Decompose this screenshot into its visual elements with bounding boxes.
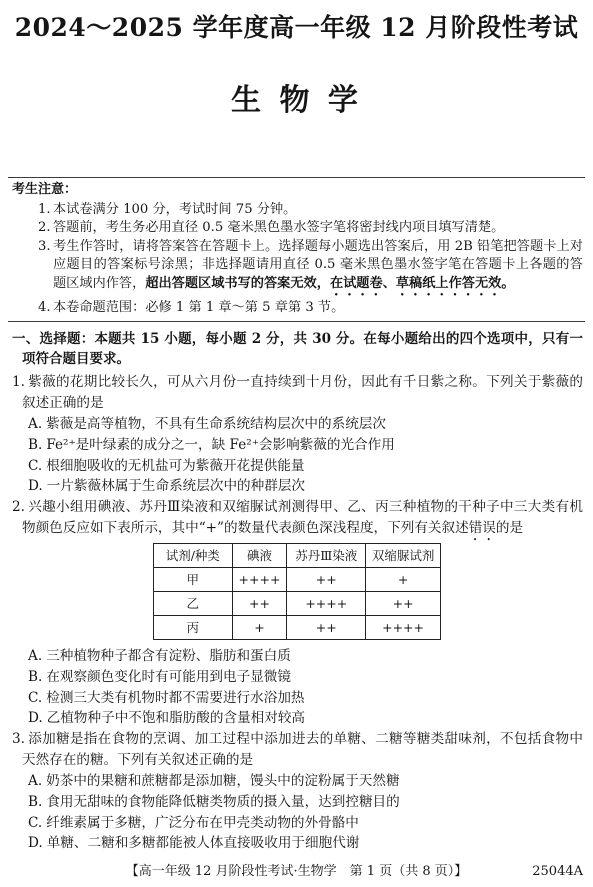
question-text: 添加糖是指在食物的烹调、加工过程中添加进去的单糖、二糖等糖类甜味剂，不包括食物中天然存在的糖。下列有关叙述正确的是 xyxy=(22,731,583,768)
notice-list xyxy=(38,201,583,317)
divider xyxy=(8,321,585,322)
notice-warning: 超出答题区域书写的答案无效， xyxy=(145,275,330,291)
option-a xyxy=(28,771,583,792)
option-b xyxy=(28,792,583,813)
option-text: 纤维素属于多糖，广泛分布在甲壳类动物的外骨骼中 xyxy=(46,814,359,831)
notice-item xyxy=(38,201,583,219)
table-cell: + xyxy=(366,568,441,592)
table-row xyxy=(154,616,441,640)
option-d xyxy=(28,476,583,497)
option-label: A. xyxy=(28,416,43,432)
table-cell: + xyxy=(232,616,287,640)
table-cell: 丙 xyxy=(154,616,233,640)
option-text: 单糖、二糖和多糖都能被人体直接吸收用于细胞代谢 xyxy=(46,835,360,852)
option-text: 紫薇是高等植物，不具有生命系统结构层次中的系统层次 xyxy=(46,416,386,432)
exam-title: 2024～2025 学年度高一年级 12 月阶段性考试 xyxy=(14,13,579,42)
option-text: Fe²⁺是叶绿素的成分之一，缺 Fe²⁺会影响紫薇的光合作用 xyxy=(46,436,395,453)
option-label: D. xyxy=(28,835,43,852)
option-text: 一片紫薇林属于生命系统层次中的种群层次 xyxy=(46,478,306,495)
table-cell: 乙 xyxy=(154,592,233,616)
notice-text: 考生作答时，请将答案答在答题卡上。选择题每小题选出答案后，用 2B 铅笔把答题卡上对应题目的答案标号涂黑；非选择题请用直径 0.5 毫米黑色墨水签字笔在答题卡上各题的答题区域内作答， xyxy=(53,238,583,291)
option-d xyxy=(28,708,583,729)
option-label: B. xyxy=(28,793,43,810)
table-row xyxy=(154,568,441,592)
table-header: 双缩脲试剂 xyxy=(366,544,441,568)
notice-number: 2. xyxy=(38,220,51,236)
option-text: 乙植物种子中不饱和脂肪酸的含量相对较高 xyxy=(46,710,306,727)
notice-item xyxy=(38,299,583,317)
option-c xyxy=(28,456,583,477)
option-text: 三种植物种子都含有淀粉、脂肪和蛋白质 xyxy=(46,648,291,664)
question-text: 紫薇的花期比较长久，可从六月份一直持续到十月份，因此有千日紫之称。下列关于紫薇的叙述正确的是 xyxy=(22,374,583,411)
option-label: D. xyxy=(28,478,43,495)
option-label: D. xyxy=(28,710,43,727)
option-text: 奶茶中的果糖和蔗糖都是添加糖，馒头中的淀粉属于天然糖 xyxy=(46,773,400,789)
notice-number: 4. xyxy=(38,299,51,315)
page-footer: 【高一年级 12 月阶段性考试·生物学 第 1 页（共 8 页）】 xyxy=(125,864,468,879)
question-number: 2. xyxy=(12,499,25,515)
table-cell: 甲 xyxy=(154,568,233,592)
question-number: 3. xyxy=(12,731,25,747)
option-label: A. xyxy=(28,648,43,664)
option-label: B. xyxy=(28,436,43,453)
notice-text: 答题前，考生务必用直径 0.5 毫米黑色墨水签字笔将密封线内项目填写清楚。 xyxy=(53,220,505,236)
notice-text: 本卷命题范围：必修 1 第 1 章～第 5 章第 3 节。 xyxy=(53,299,345,315)
table-cell: ++ xyxy=(366,592,441,616)
option-text: 根细胞吸收的无机盐可为紫薇开花提供能量 xyxy=(46,457,305,474)
option-b xyxy=(28,667,583,688)
table-cell: ++ xyxy=(287,616,366,640)
notice-item xyxy=(38,219,583,237)
question-1-options xyxy=(28,414,583,497)
question-emphasis: 错误 xyxy=(468,519,496,536)
table-row xyxy=(154,592,441,616)
notice-text: 本试卷满分 100 分，考试时间 75 分钟。 xyxy=(53,202,297,217)
option-text: 检测三大类有机物时都不需要进行水浴加热 xyxy=(46,689,305,706)
question-1-stem xyxy=(12,372,583,414)
notice-number: 1. xyxy=(38,202,51,217)
option-label: B. xyxy=(28,668,43,685)
notice-heading: 考生注意： xyxy=(12,182,78,197)
notice-item xyxy=(38,238,583,299)
question-2-stem xyxy=(12,497,583,544)
option-label: C. xyxy=(28,814,43,831)
table-header-row xyxy=(154,544,441,568)
option-c xyxy=(28,813,583,834)
reaction-table xyxy=(153,543,441,640)
notice-warning-emphasis: 在试题卷、草稿纸上作答无效 xyxy=(329,275,502,291)
table-header: 碘液 xyxy=(232,544,287,568)
divider xyxy=(8,177,585,178)
table-header: 试剂/种类 xyxy=(154,544,233,568)
option-text: 食用无甜味的食物能降低糖类物质的摄入量，达到控糖目的 xyxy=(46,793,400,810)
question-2-options xyxy=(28,646,583,729)
option-c xyxy=(28,688,583,709)
option-label: A. xyxy=(28,773,43,789)
option-label: C. xyxy=(28,689,43,706)
table-header: 苏丹Ⅲ染液 xyxy=(287,544,366,568)
notice-warning-end: 。 xyxy=(501,275,515,291)
option-b xyxy=(28,435,583,456)
option-a xyxy=(28,414,583,435)
option-a xyxy=(28,646,583,667)
question-3-options xyxy=(28,771,583,854)
exam-subject: 生 物 学 xyxy=(231,83,362,118)
table-cell: ++ xyxy=(287,568,366,592)
table-cell: ++ xyxy=(232,592,287,616)
section-heading: 一、选择题：本题共 15 小题，每小题 2 分，共 30 分。在每小题给出的四个选项中，只有一项符合题目要求。 xyxy=(12,331,583,367)
question-text: 兴趣小组用碘液、苏丹Ⅲ染液和双缩脲试剂测得甲、乙、丙三种植物的干种子中三大类有机物颜色反应如下表所示，其中“+”的数量代表颜色深浅程度，下列有关叙述 xyxy=(22,499,583,536)
table-cell: ++++ xyxy=(232,568,287,592)
notice-number: 3. xyxy=(38,238,51,254)
option-label: C. xyxy=(28,457,43,474)
option-d xyxy=(28,833,583,854)
question-number: 1. xyxy=(12,374,25,390)
paper-code: 25044A xyxy=(532,864,583,879)
question-text-end: 的是 xyxy=(495,519,524,536)
option-text: 在观察颜色变化时有可能用到电子显微镜 xyxy=(46,668,291,685)
table-cell: ++++ xyxy=(287,592,366,616)
table-cell: ++++ xyxy=(366,616,441,640)
question-3-stem xyxy=(12,729,583,771)
